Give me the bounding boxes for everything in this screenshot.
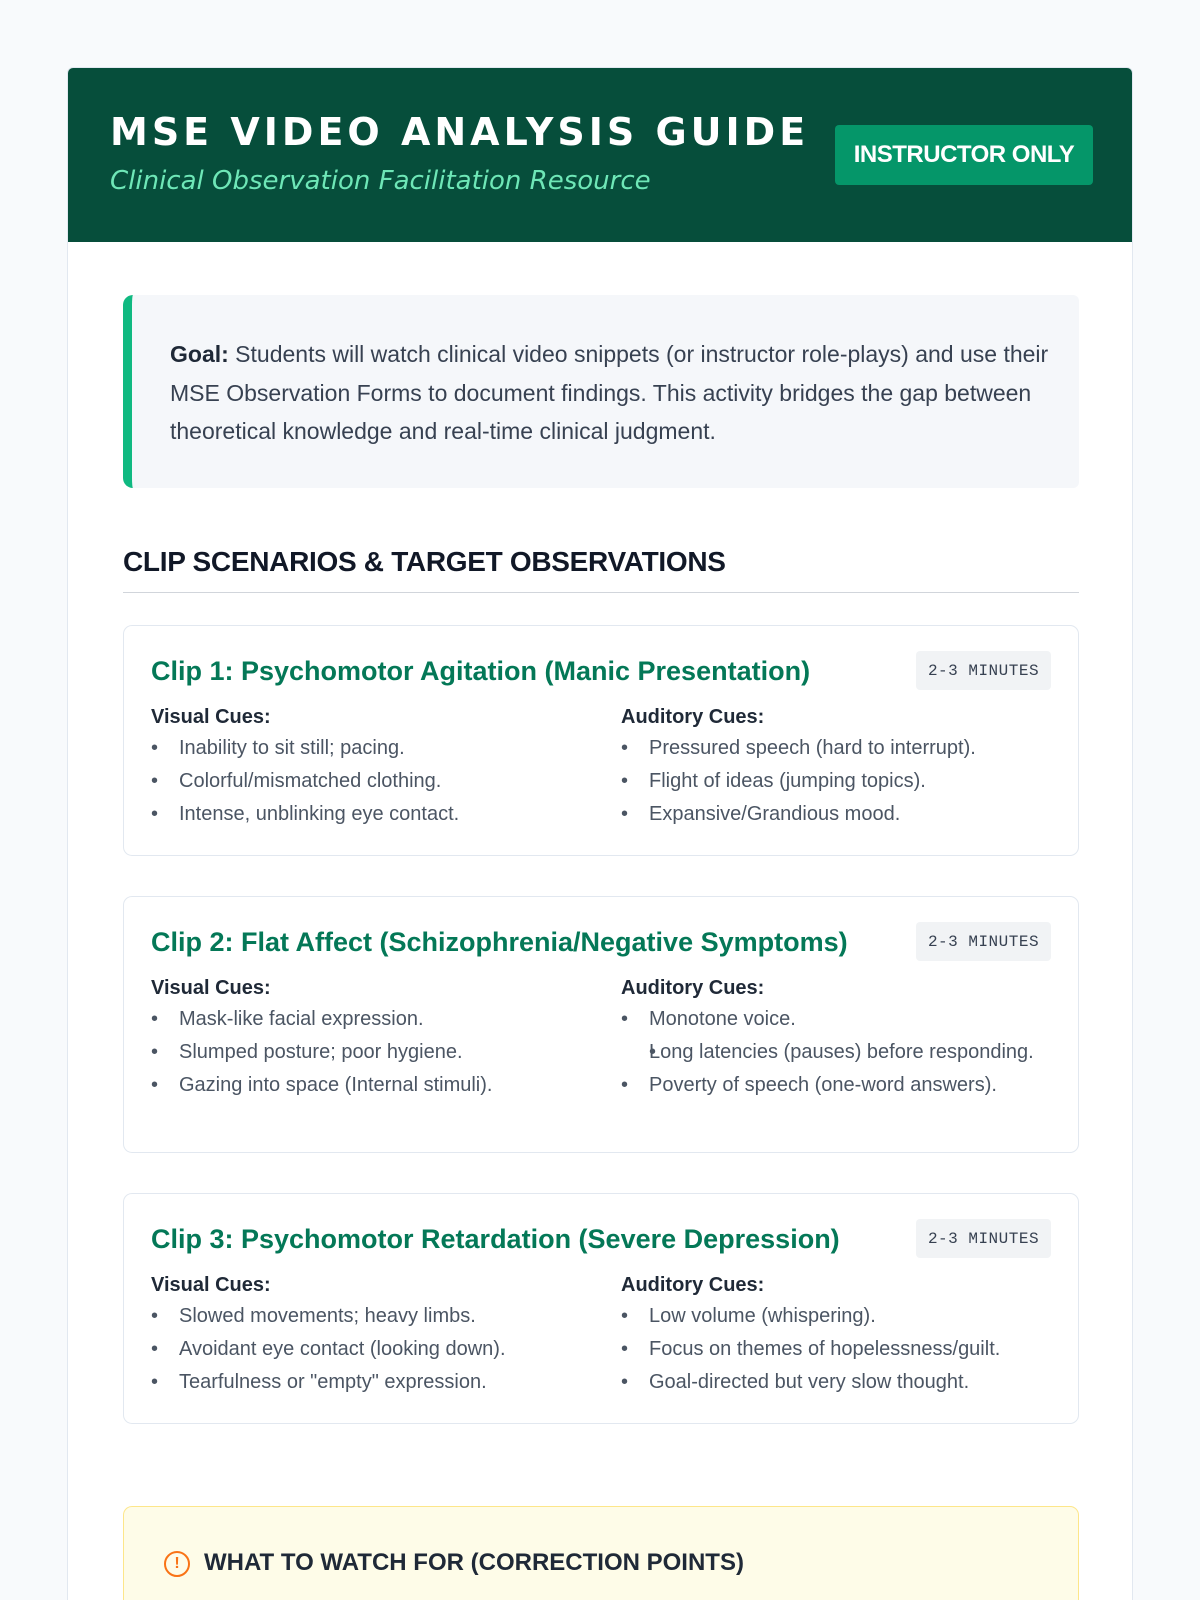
list-item: • Flight of ideas (jumping topics). [621, 768, 1051, 795]
list-item: • Low volume (whispering). [621, 1303, 1051, 1330]
list-item: • Long latencies (pauses) before responding. [621, 1039, 1051, 1066]
goal-text: Students will watch clinical video snippets (or instructor role-plays) and use their MSE Observation Forms to document findings. This activity bridges the gap between theoretical knowledge and real-time clinical judgment. [170, 341, 1049, 444]
alert-circle-icon: ! [164, 1551, 190, 1577]
list-item: • Colorful/mismatched clothing. [151, 768, 571, 795]
visual-cues-heading: Visual Cues: [151, 706, 271, 728]
list-item: • Inability to sit still; pacing. [151, 735, 571, 762]
list-item: • Goal-directed but very slow thought. [621, 1369, 1051, 1396]
clip-title: Clip 3: Psychomotor Retardation (Severe Depression) [151, 1224, 840, 1254]
auditory-cues-heading: Auditory Cues: [621, 977, 765, 999]
clip-card-3 [123, 1193, 1079, 1424]
duration-badge: 2-3 MINUTES [916, 651, 1051, 690]
duration-badge: 2-3 MINUTES [916, 922, 1051, 961]
list-item: • Slowed movements; heavy limbs. [151, 1303, 571, 1330]
list-item: • Intense, unblinking eye contact. [151, 801, 571, 828]
visual-cues [151, 977, 571, 1105]
goal-callout [123, 295, 1079, 488]
list-item: • Avoidant eye contact (looking down). [151, 1336, 571, 1363]
goal-label: Goal: [170, 341, 229, 367]
list-item: • Pressured speech (hard to interrupt). [621, 735, 1051, 762]
auditory-cues [621, 1274, 1051, 1402]
auditory-cues [621, 977, 1051, 1105]
clip-title: Clip 1: Psychomotor Agitation (Manic Presentation) [151, 656, 811, 686]
list-item: • Gazing into space (Internal stimuli). [151, 1072, 571, 1099]
header [68, 68, 1132, 242]
watch-for-callout [123, 1506, 1079, 1600]
list-item: • Mask-like facial expression. [151, 1006, 571, 1033]
list-item: • Monotone voice. [621, 1006, 1051, 1033]
list-item: • Focus on themes of hopelessness/guilt. [621, 1336, 1051, 1363]
visual-cues-heading: Visual Cues: [151, 1274, 271, 1296]
duration-badge: 2-3 MINUTES [916, 1219, 1051, 1258]
visual-cues [151, 1274, 571, 1402]
page-title: MSE VIDEO ANALYSIS GUIDE [110, 110, 810, 154]
list-item: • Expansive/Grandious mood. [621, 801, 1051, 828]
auditory-cues-heading: Auditory Cues: [621, 706, 765, 728]
watch-for-heading: WHAT TO WATCH FOR (CORRECTION POINTS) [204, 1549, 744, 1576]
list-item: • Slumped posture; poor hygiene. [151, 1039, 571, 1066]
visual-cues [151, 706, 571, 834]
guide-card [67, 67, 1133, 1600]
clip-title: Clip 2: Flat Affect (Schizophrenia/Negative Symptoms) [151, 927, 848, 957]
auditory-cues [621, 706, 1051, 834]
list-item: • Poverty of speech (one-word answers). [621, 1072, 1051, 1099]
page-subtitle: Clinical Observation Facilitation Resource [110, 166, 651, 196]
clip-card-2 [123, 896, 1079, 1153]
section-heading: CLIP SCENARIOS & TARGET OBSERVATIONS [123, 546, 1079, 593]
clip-card-1 [123, 625, 1079, 856]
list-item: • Tearfulness or "empty" expression. [151, 1369, 571, 1396]
auditory-cues-heading: Auditory Cues: [621, 1274, 765, 1296]
instructor-only-badge: INSTRUCTOR ONLY [835, 125, 1093, 185]
visual-cues-heading: Visual Cues: [151, 977, 271, 999]
